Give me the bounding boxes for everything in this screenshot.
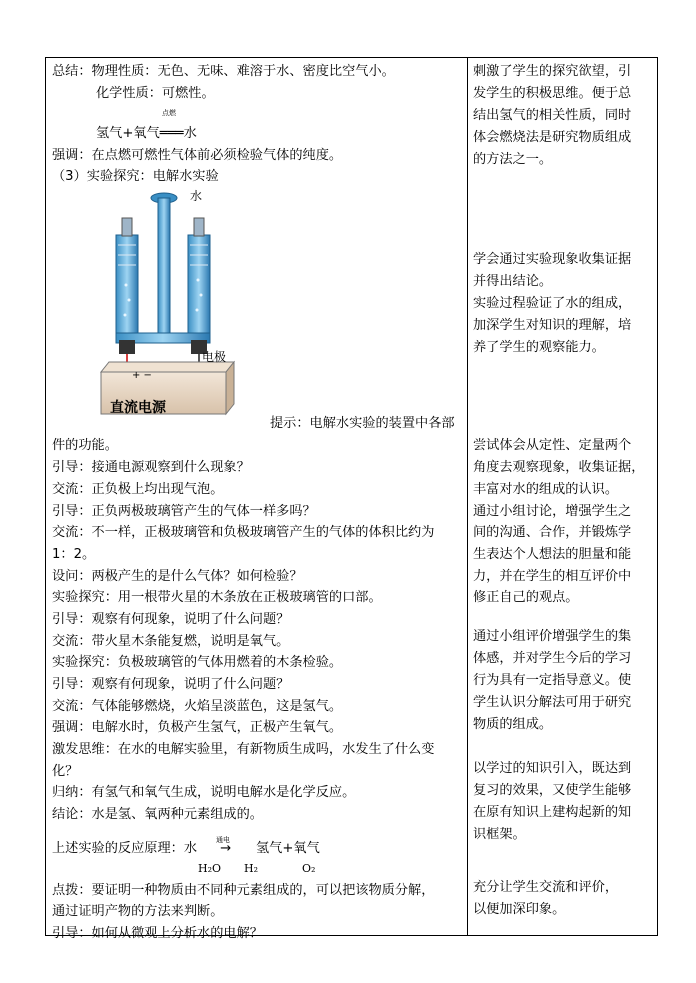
side-text-line: 物质的组成。 xyxy=(473,717,553,732)
side-text-line: 加深学生对知识的理解，培 xyxy=(473,318,632,333)
dialogue-line: 引导：正负两极玻璃管产生的气体一样多吗？ xyxy=(52,504,316,519)
power-supply-label: 直流电源 xyxy=(110,400,166,416)
method-line: 通过证明产物的方法来判断。 xyxy=(52,904,224,919)
side-text-line: 体会燃烧法是研究物质组成 xyxy=(473,130,632,145)
dialogue-line: 引导：观察有何现象，说明了什么问题？ xyxy=(52,612,290,627)
side-text-line: 以学过的知识引入，既达到 xyxy=(473,761,632,776)
side-text-line: 并得出结论。 xyxy=(473,274,553,289)
hint-line: 提示：电解水实验的装置中各部 xyxy=(270,416,455,431)
dialogue-line: 引导：接通电源观察到什么现象？ xyxy=(52,460,250,475)
dialogue-line: 设问：两极产生的是什么气体？如何检验？ xyxy=(52,569,303,584)
formula-water: H₂O xyxy=(198,862,222,875)
dialogue-line: 引导：观察有何现象，说明了什么问题？ xyxy=(52,677,290,692)
hydrogen-combustion-equation: 氢气+氧气═══水 xyxy=(96,126,197,141)
dialogue-line: 交流：带火星木条能复燃，说明是氧气。 xyxy=(52,634,290,649)
side-text-line: 力，并在学生的相互评价中 xyxy=(473,569,632,584)
side-text-line: 学生认识分解法可用于研究 xyxy=(473,695,632,710)
method-line: 点拨：要证明一种物质由不同种元素组成的，可以把该物质分解， xyxy=(52,883,435,898)
side-text-line: 实验过程验证了水的组成， xyxy=(473,296,632,311)
side-text-line: 养了学生的观察能力。 xyxy=(473,340,605,355)
side-text-line: 生表达个人想法的胆量和能 xyxy=(473,547,632,562)
dialogue-line: 归纳：有氢气和氧气生成，说明电解水是化学反应。 xyxy=(52,785,356,800)
side-text-line: 尝试体会从定性、定量两个 xyxy=(473,438,632,453)
reaction-condition-label: 通电 xyxy=(216,836,230,844)
dialogue-line: 激发思维：在水的电解实验里，有新物质生成吗，水发生了什么变 xyxy=(52,742,435,757)
chemical-property-line: 化学性质：可燃性。 xyxy=(96,86,215,101)
side-text-line: 以便加深印象。 xyxy=(473,902,566,917)
column-divider xyxy=(467,57,468,936)
side-text-line: 通过小组评价增强学生的集 xyxy=(473,629,632,644)
side-text-line: 刺激了学生的探究欲望，引 xyxy=(473,64,632,79)
side-text-line: 修正自己的观点。 xyxy=(473,590,579,605)
side-text-line: 在原有知识上建构起新的知 xyxy=(473,805,632,820)
dialogue-line: 实验探究：用一根带火星的木条放在正极玻璃管的口部。 xyxy=(52,590,382,605)
side-text-line: 充分让学生交流和评价， xyxy=(473,880,619,895)
side-text-line: 复习的效果，又使学生能够 xyxy=(473,783,632,798)
side-text-line: 通过小组讨论，增强学生之 xyxy=(473,504,632,519)
reaction-principle: 上述实验的反应原理：水 xyxy=(52,841,198,856)
terminal-label: + − xyxy=(132,370,152,381)
electrolysis-apparatus-diagram xyxy=(96,190,276,426)
summary-line: 总结：物理性质：无色、无味、难溶于水、密度比空气小。 xyxy=(52,64,395,79)
side-text-line: 识框架。 xyxy=(473,827,526,842)
dialogue-line: 实验探究：负极玻璃管的气体用燃着的木条检验。 xyxy=(52,655,343,670)
side-text-line: 结出氢气的相关性质，同时 xyxy=(473,108,632,123)
formula-hydrogen: H₂ xyxy=(244,862,259,875)
side-text-line: 发学生的积极思维。便于总 xyxy=(473,86,632,101)
reaction-arrow: → xyxy=(220,841,232,856)
side-text-line: 丰富对水的组成的认识。 xyxy=(473,482,619,497)
dialogue-line: 结论：水是氢、氧两种元素组成的。 xyxy=(52,807,263,822)
condition-label: 点燃 xyxy=(162,109,176,117)
side-text-line: 体感，并对学生今后的学习 xyxy=(473,651,632,666)
side-text-line: 间的沟通、合作，并锻炼学 xyxy=(473,525,632,540)
side-text-line: 学会通过实验现象收集证据 xyxy=(473,252,632,267)
side-text-line: 的方法之一。 xyxy=(473,152,553,167)
electrode-label: 电极 xyxy=(202,350,227,364)
water-label: 水 xyxy=(190,189,203,203)
final-question: 引导：如何从微观上分析水的电解？ xyxy=(52,926,263,941)
dialogue-line: 交流：不一样，正极玻璃管和负极玻璃管产生的气体的体积比约为 xyxy=(52,525,435,540)
dialogue-line: 交流：气体能够燃烧，火焰呈淡蓝色，这是氢气。 xyxy=(52,699,343,714)
side-text-line: 行为具有一定指导意义。使 xyxy=(473,673,632,688)
dialogue-line: 强调：电解水时，负极产生氢气，正极产生氧气。 xyxy=(52,720,343,735)
formula-oxygen: O₂ xyxy=(302,862,316,875)
dialogue-line: 交流：正负极上均出现气泡。 xyxy=(52,482,224,497)
reaction-products: 氢气+氧气 xyxy=(256,841,320,856)
purity-emphasis: 强调：在点燃可燃性气体前必须检验气体的纯度。 xyxy=(52,148,343,163)
dialogue-line: 1：2。 xyxy=(52,547,96,562)
hint-continuation: 件的功能。 xyxy=(52,438,118,453)
dialogue-line: 化？ xyxy=(52,764,79,779)
side-text-line: 角度去观察现象，收集证据， xyxy=(473,460,645,475)
experiment-heading: （3）实验探究：电解水实验 xyxy=(52,169,219,184)
